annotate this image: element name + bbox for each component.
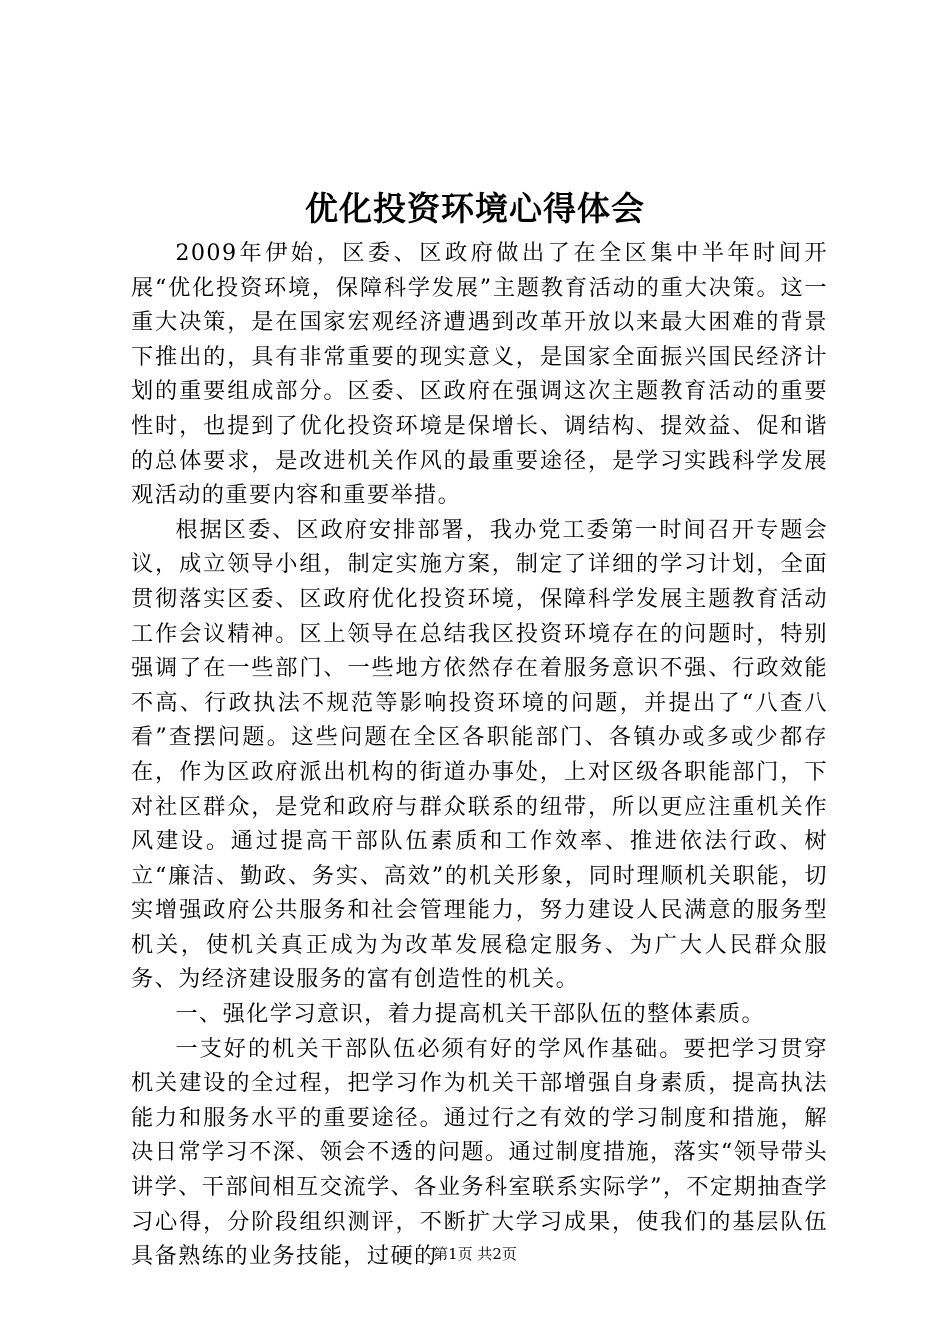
document-title: 优化投资环境心得体会 [305, 189, 645, 228]
paragraph-learning: 一支好的机关干部队伍必须有好的学风作基础。要把学习贯穿机关建设的全过程，把学习作为机关干部增强自身素质，提高执法能力和服务水平的重要途径。通过行之有效的学习制度和措施，解决日常学习不深、领会不透的问题。通过制度措施，落实“领导带头讲学、干部间相互交流学、各业务科室联系实际学”，不定期抽查学习心得，分阶段组织测评，不断扩大学习成果，使我们的基层队伍具备熟练的业务技能，过硬的 [131, 1035, 828, 1270]
page-footer: 第1页 共2页 [433, 1245, 517, 1263]
document-body [131, 236, 828, 1274]
paragraph-intro: 2009年伊始，区委、区政府做出了在全区集中半年时间开展“优化投资环境，保障科学发展”主题教育活动的重大决策。这一重大决策，是在国家宏观经济遭遇到改革开放以来最大困难的背景下推出的，具有非常重要的现实意义，是国家全面振兴国民经济计划的重要组成部分。区委、区政府在强调这次主题教育活动的重要性时，也提到了优化投资环境是保增长、调结构、提效益、促和谐的总体要求，是改进机关作风的最重要途径，是学习实践科学发展观活动的重要内容和重要举措。 [131, 240, 828, 509]
section-heading-1: 一、强化学习意识，着力提高机关干部队伍的整体素质。 [175, 1001, 766, 1028]
paragraph-arrangement: 根据区委、区政府安排部署，我办党工委第一时间召开专题会议，成立领导小组，制定实施方案，制定了详细的学习计划，全面贯彻落实区委、区政府优化投资环境，保障科学发展主题教育活动工作会议精神。区上领导在总结我区投资环境存在的问题时，特别强调了在一些部门、一些地方依然存在着服务意识不强、行政效能不高、行政执法不规范等影响投资环境的问题，并提出了“八查八看”查摆问题。这些问题在全区各职能部门、各镇办或多或少都存在，作为区政府派出机构的街道办事处，上对区级各职能部门，下对社区群众，是党和政府与群众联系的纽带，所以更应注重机关作风建设。通过提高干部队伍素质和工作效率、推进依法行政、树立“廉洁、勤政、务实、高效”的机关形象，同时理顺机关职能，切实增强政府公共服务和社会管理能力，努力建设人民满意的服务型机关，使机关真正成为为改革发展稳定服务、为广大人民群众服务、为经济建设服务的富有创造性的机关。 [131, 516, 828, 993]
